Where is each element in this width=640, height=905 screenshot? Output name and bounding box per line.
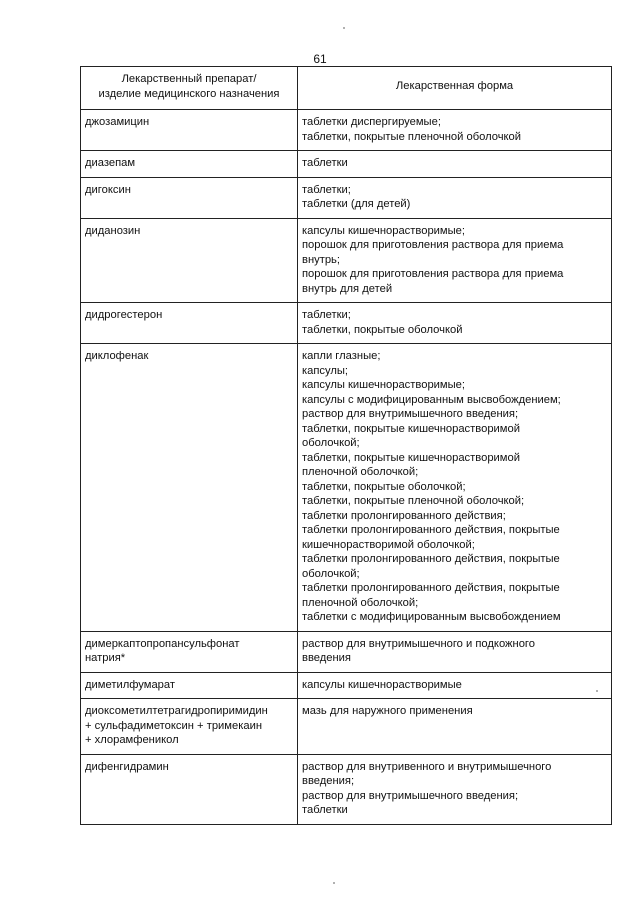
dosage-form-line: таблетки <box>302 804 348 816</box>
table-row <box>81 177 612 218</box>
drug-form-table <box>80 66 612 825</box>
dosage-form-line: таблетки пролонгированного действия, покрытые <box>302 524 560 536</box>
dosage-form-cell <box>298 218 612 303</box>
dosage-form-cell <box>298 631 612 672</box>
table-row <box>81 218 612 303</box>
dosage-form-line: раствор для внутримышечного и подкожного <box>302 637 535 650</box>
dosage-form-cell <box>298 303 612 344</box>
dosage-form-line: таблетки, покрытые кишечнорастворимой <box>302 422 520 435</box>
table-row <box>81 631 612 672</box>
drug-name-line: натрия* <box>85 652 126 664</box>
header-drug-line: Лекарственный препарат/ <box>121 73 257 85</box>
drug-name-cell <box>81 303 298 344</box>
dosage-form-line: таблетки, покрытые кишечнорастворимой <box>302 451 520 464</box>
drug-name-line: димеркаптопропансульфонат <box>85 637 240 650</box>
table-row <box>81 110 612 151</box>
page-number: 61 <box>313 52 327 66</box>
scan-speck <box>343 27 345 29</box>
header-drug <box>81 67 298 110</box>
dosage-form-line: капли глазные; <box>302 350 381 362</box>
drug-name-line: + сульфадиметоксин + тримекаин <box>85 719 262 732</box>
drug-name-line: диметилфумарат <box>85 678 176 691</box>
dosage-form-line: кишечнорастворимой оболочкой; <box>302 538 475 551</box>
dosage-form-line: таблетки пролонгированного действия; <box>302 509 506 522</box>
dosage-form-line: оболочкой; <box>302 437 360 449</box>
drug-name-line: дидрогестерон <box>85 309 163 321</box>
drug-name-cell <box>81 218 298 303</box>
drug-name-cell <box>81 699 298 755</box>
dosage-form-cell <box>298 151 612 178</box>
dosage-form-line: таблетки пролонгированного действия, покрытые <box>302 553 560 565</box>
table-row <box>81 303 612 344</box>
dosage-form-line: капсулы кишечнорастворимые; <box>302 379 465 391</box>
drug-name-line: диданозин <box>85 224 141 237</box>
table-row <box>81 344 612 632</box>
drug-name-line: дифенгидрамин <box>85 760 169 773</box>
drug-name-cell <box>81 151 298 178</box>
dosage-form-line: капсулы кишечнорастворимые <box>302 678 462 691</box>
dosage-form-cell <box>298 699 612 755</box>
dosage-form-cell <box>298 177 612 218</box>
dosage-form-line: порошок для приготовления раствора для приема <box>302 239 564 251</box>
dosage-form-line: таблетки пролонгированного действия, покрытые <box>302 582 560 594</box>
drug-name-cell <box>81 344 298 632</box>
table-row <box>81 672 612 699</box>
dosage-form-cell <box>298 754 612 824</box>
dosage-form-line: раствор для внутримышечного введения; <box>302 789 519 802</box>
table-row <box>81 754 612 824</box>
dosage-form-line: мазь для наружного применения <box>302 705 473 717</box>
dosage-form-line: порошок для приготовления раствора для приема <box>302 268 564 280</box>
header-form <box>298 67 612 110</box>
dosage-form-line: капсулы; <box>302 364 349 377</box>
dosage-form-line: оболочкой; <box>302 567 360 580</box>
drug-name-cell <box>81 754 298 824</box>
dosage-form-line: таблетки, покрытые оболочкой; <box>302 480 466 493</box>
drug-name-line: дигоксин <box>85 183 131 196</box>
dosage-form-line: раствор для внутривенного и внутримышечного <box>302 760 552 773</box>
table-row <box>81 151 612 178</box>
dosage-form-line: пленочной оболочкой; <box>302 596 419 609</box>
drug-name-cell <box>81 631 298 672</box>
drug-name-line: диклофенак <box>85 350 149 362</box>
dosage-form-line: введения <box>302 652 351 664</box>
dosage-form-line: таблетки (для детей) <box>302 198 411 210</box>
dosage-form-cell <box>298 110 612 151</box>
dosage-form-cell <box>298 344 612 632</box>
drug-name-line: диоксометилтетрагидропиримидин <box>85 705 268 717</box>
dosage-form-line: таблетки с модифицированным высвобождением <box>302 611 561 623</box>
dosage-form-line: таблетки диспергируемые; <box>302 116 441 128</box>
dosage-form-line: капсулы с модифицированным высвобождением; <box>302 393 561 406</box>
dosage-form-line: таблетки, покрытые пленочной оболочкой <box>302 130 522 143</box>
scan-speck <box>333 882 335 884</box>
dosage-form-line: таблетки <box>302 157 348 169</box>
drug-name-cell <box>81 110 298 151</box>
dosage-form-line: пленочной оболочкой; <box>302 466 419 478</box>
drug-name-line: джозамицин <box>85 116 150 128</box>
dosage-form-line: раствор для внутримышечного введения; <box>302 408 519 420</box>
dosage-form-line: таблетки, покрытые оболочкой <box>302 323 463 336</box>
drug-name-line: диазепам <box>85 157 136 169</box>
dosage-form-cell <box>298 672 612 699</box>
table-row <box>81 699 612 755</box>
dosage-form-line: капсулы кишечнорастворимые; <box>302 224 465 237</box>
dosage-form-line: внутрь; <box>302 253 340 266</box>
table-header-row <box>81 67 612 110</box>
dosage-form-line: таблетки; <box>302 309 351 321</box>
dosage-form-line: таблетки; <box>302 183 351 196</box>
header-drug-line: изделие медицинского назначения <box>98 87 280 100</box>
dosage-form-line: таблетки, покрытые пленочной оболочкой; <box>302 495 525 507</box>
dosage-form-line: внутрь для детей <box>302 282 393 295</box>
header-form-line: Лекарственная форма <box>395 80 514 93</box>
drug-name-line: + хлорамфеникол <box>85 734 179 746</box>
dosage-form-line: введения; <box>302 775 355 787</box>
drug-name-cell <box>81 177 298 218</box>
drug-name-cell <box>81 672 298 699</box>
